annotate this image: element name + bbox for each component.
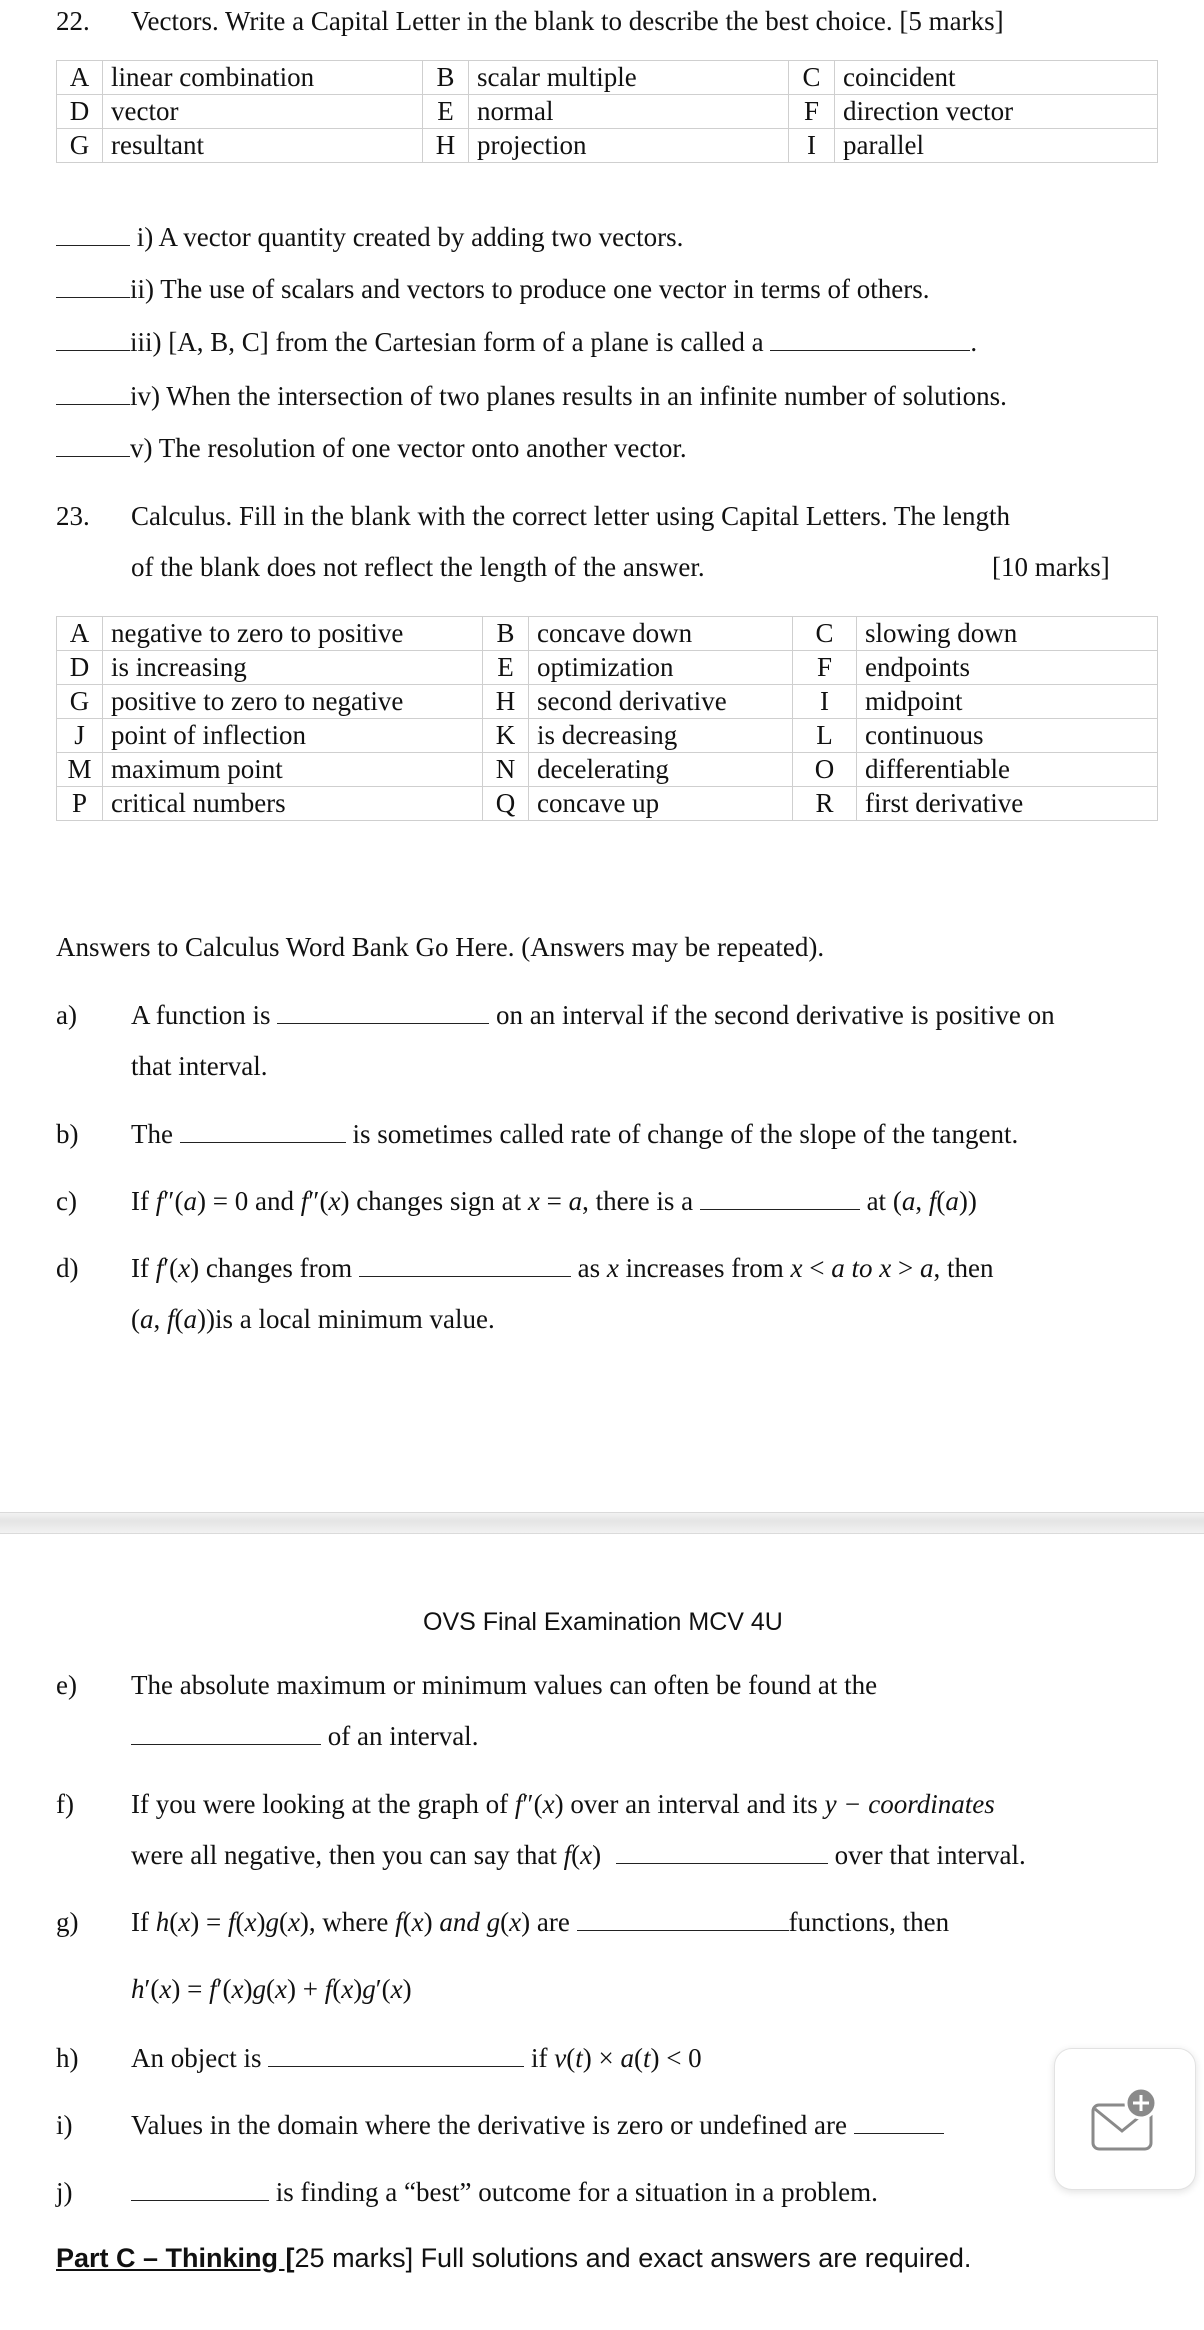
- word-bank-row: [57, 651, 1158, 685]
- q23a-label: a): [56, 1000, 77, 1030]
- word-bank-letter: D: [57, 95, 103, 129]
- word-bank-letter: P: [57, 787, 103, 821]
- word-bank-letter: B: [423, 61, 469, 95]
- word-bank-letter: M: [57, 753, 103, 787]
- q23g-line1: If h(x) = f(x)g(x), where f(x) and g(x) are functions, then: [131, 1907, 950, 1937]
- answer-blank[interactable]: [180, 1141, 346, 1143]
- word-bank-term: normal: [469, 95, 789, 129]
- q23g-line2: h′(x) = f′(x)g(x) + f(x)g′(x): [131, 1974, 412, 2004]
- q23f-label: f): [56, 1789, 74, 1819]
- answer-blank[interactable]: [131, 2199, 269, 2201]
- q23-marks: [10 marks]: [992, 552, 1110, 582]
- q23h-line: An object is if v(t) × a(t) < 0: [131, 2043, 702, 2073]
- answer-blank[interactable]: [577, 1929, 789, 1931]
- q23b-label: b): [56, 1119, 79, 1149]
- part-c-heading: Part C – Thinking [25 marks] Full solutions and exact answers are required.: [56, 2243, 972, 2273]
- word-bank-term: concave down: [529, 617, 793, 651]
- word-bank-row: [57, 753, 1158, 787]
- word-bank-term: maximum point: [103, 753, 483, 787]
- q23e-line1: The absolute maximum or minimum values can often be found at the: [131, 1670, 878, 1700]
- word-bank-row: [57, 719, 1158, 753]
- word-bank-letter: L: [793, 719, 857, 753]
- q23a-line2: that interval.: [131, 1051, 268, 1081]
- word-bank-row: [57, 787, 1158, 821]
- word-bank-letter: D: [57, 651, 103, 685]
- q23c-line: If f″(a) = 0 and f″(x) changes sign at x = a, there is a at (a, f(a)): [131, 1186, 977, 1216]
- q22-item-iii: iii) [A, B, C] from the Cartesian form of a plane is called a .: [56, 327, 977, 358]
- word-bank-term: second derivative: [529, 685, 793, 719]
- word-bank-letter: A: [57, 617, 103, 651]
- word-bank-row: [57, 129, 1158, 163]
- q23a-line1: A function is on an interval if the second derivative is positive on: [131, 1000, 1055, 1030]
- word-bank-letter: H: [483, 685, 529, 719]
- answer-blank[interactable]: [770, 349, 970, 351]
- word-bank-term: coincident: [835, 61, 1158, 95]
- word-bank-term: scalar multiple: [469, 61, 789, 95]
- q23b-line: The is sometimes called rate of change of the slope of the tangent.: [131, 1119, 1019, 1149]
- word-bank-term: decelerating: [529, 753, 793, 787]
- word-bank-letter: I: [793, 685, 857, 719]
- word-bank-term: linear combination: [103, 61, 423, 95]
- q23h-label: h): [56, 2043, 79, 2073]
- word-bank-term: concave up: [529, 787, 793, 821]
- mail-add-icon: [1055, 2049, 1195, 2189]
- word-bank-term: resultant: [103, 129, 423, 163]
- word-bank-letter: F: [789, 95, 835, 129]
- word-bank-letter: G: [57, 685, 103, 719]
- word-bank-letter: J: [57, 719, 103, 753]
- answer-blank[interactable]: [56, 244, 130, 246]
- word-bank-letter: R: [793, 787, 857, 821]
- word-bank-letter: E: [423, 95, 469, 129]
- word-bank-row: [57, 61, 1158, 95]
- answers-note: Answers to Calculus Word Bank Go Here. (Answers may be repeated).: [56, 932, 825, 962]
- word-bank-term: projection: [469, 129, 789, 163]
- q22-item-i: i) A vector quantity created by adding two vectors.: [56, 222, 683, 253]
- word-bank-letter: Q: [483, 787, 529, 821]
- word-bank-letter: C: [793, 617, 857, 651]
- q23c-label: c): [56, 1186, 77, 1216]
- q23d-line1: If f′(x) changes from as x increases from x < a to x > a, then: [131, 1253, 994, 1283]
- q23-prompt-line1: Calculus. Fill in the blank with the correct letter using Capital Letters. The length: [131, 501, 1011, 531]
- word-bank-term: differentiable: [857, 753, 1158, 787]
- word-bank-term: negative to zero to positive: [103, 617, 483, 651]
- word-bank-letter: C: [789, 61, 835, 95]
- q22-item-ii: ii) The use of scalars and vectors to produce one vector in terms of others.: [56, 274, 930, 305]
- q23i-line: Values in the domain where the derivative is zero or undefined are: [131, 2110, 944, 2141]
- word-bank-term: slowing down: [857, 617, 1158, 651]
- word-bank-term: direction vector: [835, 95, 1158, 129]
- calculus-word-bank: [56, 616, 1158, 821]
- q23g-label: g): [56, 1907, 79, 1937]
- word-bank-letter: I: [789, 129, 835, 163]
- word-bank-term: vector: [103, 95, 423, 129]
- answer-blank[interactable]: [56, 296, 130, 298]
- word-bank-row: [57, 95, 1158, 129]
- answer-blank[interactable]: [268, 2065, 524, 2067]
- answer-blank[interactable]: [854, 2132, 944, 2134]
- word-bank-term: continuous: [857, 719, 1158, 753]
- word-bank-term: optimization: [529, 651, 793, 685]
- word-bank-term: first derivative: [857, 787, 1158, 821]
- answer-blank[interactable]: [700, 1208, 860, 1210]
- word-bank-letter: A: [57, 61, 103, 95]
- q23f-line1: If you were looking at the graph of f″(x) over an interval and its y − coordinates: [131, 1789, 995, 1819]
- word-bank-term: point of inflection: [103, 719, 483, 753]
- word-bank-term: parallel: [835, 129, 1158, 163]
- answer-blank[interactable]: [616, 1862, 828, 1864]
- q23e-label: e): [56, 1670, 77, 1700]
- answer-blank[interactable]: [56, 349, 130, 351]
- word-bank-term: is decreasing: [529, 719, 793, 753]
- answer-blank[interactable]: [131, 1743, 321, 1745]
- answer-blank[interactable]: [277, 1022, 489, 1024]
- word-bank-letter: K: [483, 719, 529, 753]
- q22-item-iv: iv) When the intersection of two planes results in an infinite number of solutions.: [56, 381, 1007, 412]
- q23i-label: i): [56, 2110, 73, 2140]
- q23d-label: d): [56, 1253, 79, 1283]
- word-bank-term: positive to zero to negative: [103, 685, 483, 719]
- q23-number: 23.: [56, 501, 90, 531]
- q22-number: 22.: [56, 6, 90, 36]
- word-bank-letter: H: [423, 129, 469, 163]
- floating-add-mail-button[interactable]: [1054, 2048, 1196, 2190]
- answer-blank[interactable]: [56, 403, 130, 405]
- q23e-line2: of an interval.: [131, 1721, 478, 1752]
- word-bank-term: midpoint: [857, 685, 1158, 719]
- word-bank-letter: B: [483, 617, 529, 651]
- page-break-divider: [0, 1512, 1204, 1534]
- q23d-line2: (a, f(a))is a local minimum value.: [131, 1304, 495, 1334]
- word-bank-row: [57, 617, 1158, 651]
- word-bank-letter: E: [483, 651, 529, 685]
- answer-blank[interactable]: [359, 1275, 571, 1277]
- word-bank-term: endpoints: [857, 651, 1158, 685]
- q23j-label: j): [56, 2177, 73, 2207]
- q23f-line2: were all negative, then you can say that f(x) over that interval.: [131, 1840, 1026, 1870]
- word-bank-letter: O: [793, 753, 857, 787]
- q23-prompt-line2: of the blank does not reflect the length of the answer.: [131, 552, 705, 582]
- q23j-line: is finding a “best” outcome for a situation in a problem.: [131, 2177, 878, 2208]
- word-bank-letter: N: [483, 753, 529, 787]
- word-bank-letter: F: [793, 651, 857, 685]
- word-bank-term: is increasing: [103, 651, 483, 685]
- word-bank-row: [57, 685, 1158, 719]
- vectors-word-bank: [56, 60, 1158, 163]
- word-bank-letter: G: [57, 129, 103, 163]
- q22-item-v: v) The resolution of one vector onto another vector.: [56, 433, 687, 464]
- answer-blank[interactable]: [56, 455, 130, 457]
- q22-prompt: Vectors. Write a Capital Letter in the blank to describe the best choice. [5 marks]: [131, 6, 1004, 36]
- page-header: OVS Final Examination MCV 4U: [423, 1608, 783, 1636]
- word-bank-term: critical numbers: [103, 787, 483, 821]
